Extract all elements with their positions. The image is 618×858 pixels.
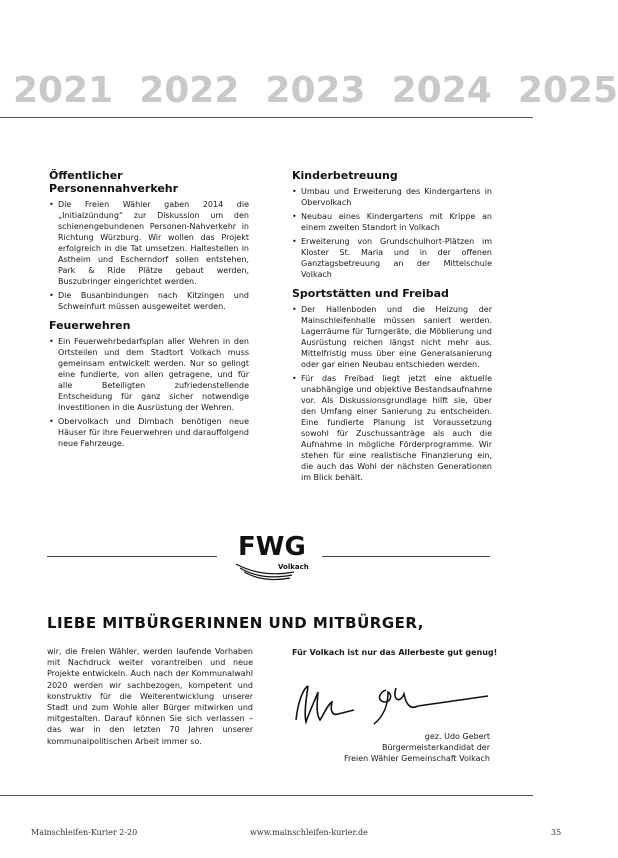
top-divider	[0, 117, 533, 118]
middle-divider-right	[322, 556, 490, 557]
middle-divider-left	[47, 556, 217, 557]
bullet-list	[49, 336, 249, 449]
handwritten-signature	[288, 680, 498, 730]
year-label: 2025	[517, 70, 618, 111]
headline: LIEBE MITBÜRGERINNEN UND MITBÜRGER,	[47, 614, 424, 632]
list-item: • Die Freien Wähler gaben 2014 die „Initialzündung“ zur Diskussion um den schienengebundenen Personen-Nahverkehr in Richtung Würzburg. Wir wollen das Projekt erfolgreich in die Tat umsetzen. Haltestellen in Astheim und Escherndorf sollen entstehen, Park & Ride Plätze gebaut werden, Buszubringer eingerichtet werden.	[49, 199, 249, 287]
bullet-list	[292, 186, 492, 280]
fwg-logo	[232, 526, 314, 581]
list-item: • Neubau eines Kindergartens mit Krippe an einem zweiten Standort in Volkach	[292, 211, 492, 233]
body-text: wir, die Freien Wähler, werden laufende Vorhaben mit Nachdruck weiter vorantreiben und neue Projekte entwickeln. Auch nach der Kommunalwahl 2020 werden wir sachbezogen, kompetent und konstruktiv für die Weiterentwicklung unserer Stadt und zum Wohle aller Bürger mitwirken und mitgestalten. Darauf können Sie sich verlassen – das war in den letzten 70 Jahren unserer kommunalpolitischen Arbeit immer so.	[47, 647, 253, 746]
section-heading-sportstaetten: Sportstätten und Freibad	[292, 287, 449, 300]
right-column	[292, 169, 492, 490]
list-item: • Die Busanbindungen nach Kitzingen und Schweinfurt müssen ausgeweitet werden.	[49, 290, 249, 312]
bullet-list	[292, 304, 492, 483]
bullet-list	[49, 199, 249, 312]
years-banner	[13, 70, 618, 111]
logo-text: FWG	[238, 532, 306, 562]
section-heading-feuerwehren: Feuerwehren	[49, 319, 131, 332]
signer-organization: Freien Wähler Gemeinschaft Volkach	[343, 754, 490, 763]
year-label: 2023	[265, 70, 366, 111]
footer-website-link[interactable]: www.mainschleifen-kurier.de	[250, 828, 368, 837]
left-column	[49, 169, 249, 456]
year-label: 2022	[139, 70, 240, 111]
footer-publication: Mainschleifen-Kurier 2-20	[31, 828, 138, 837]
motto: Für Volkach ist nur das Allerbeste gut genug!	[292, 648, 498, 657]
bottom-divider	[0, 795, 533, 796]
signer-role: Bürgermeisterkandidat der	[381, 743, 490, 752]
list-item: • Erweiterung von Grundschulhort-Plätzen im Kloster St. Maria und in der offenen Ganztagsbetreuung an der Mittelschule Volkach	[292, 236, 492, 280]
list-item: • Für das Freibad liegt jetzt eine aktuelle unabhängige und objektive Bestandsaufnahme vor. Als Diskussionsgrundlage hilft sie, über den Umfang einer Sanierung zu entscheiden. Eine fundierte Planung ist Voraussetzung sowohl für Zuschussanträge als auch die Aufnahme in mögliche Förderprogramme. Wir stehen für eine realistische Finanzierung ein, die auch das Wohl der nächsten Generationen im Blick behält.	[292, 373, 492, 483]
list-item: • Umbau und Erweiterung des Kindergartens in Obervolkach	[292, 186, 492, 208]
footer-page-number: 35	[551, 828, 562, 837]
list-item: • Der Hallenboden und die Heizung der Mainschleifenhalle müssen saniert werden. Lagerräume für Turngeräte, die Möblierung und Ausrüstung reichen längst nicht mehr aus. Mittelfristig muss über eine Generalsanierung oder gar einen Neubau entschieden werden.	[292, 304, 492, 370]
section-heading-oepnv: Öffentlicher Personennahverkehr	[49, 169, 179, 195]
signer-name: gez. Udo Gebert	[424, 732, 490, 741]
list-item: • Obervolkach und Dimbach benötigen neue Häuser für ihre Feuerwehren und darauffolgend neue Fahrzeuge.	[49, 416, 249, 449]
year-label: 2024	[391, 70, 492, 111]
section-heading-kinderbetreuung: Kinderbetreuung	[292, 169, 398, 182]
list-item: • Ein Feuerwehrbedarfsplan aller Wehren in den Ortsteilen und dem Stadtort Volkach muss gemeinsam entwickelt werden. Nur so gelingt eine fundierte, von allen getragene, und für alle Beteiligten zufriedenstellende Entscheidung für ganz sicher notwendige Investitionen in die Ausrüstung der Wehren.	[49, 336, 249, 413]
logo-subtext: Volkach	[278, 563, 309, 571]
year-label: 2021	[13, 70, 114, 111]
signature-block	[300, 731, 490, 764]
